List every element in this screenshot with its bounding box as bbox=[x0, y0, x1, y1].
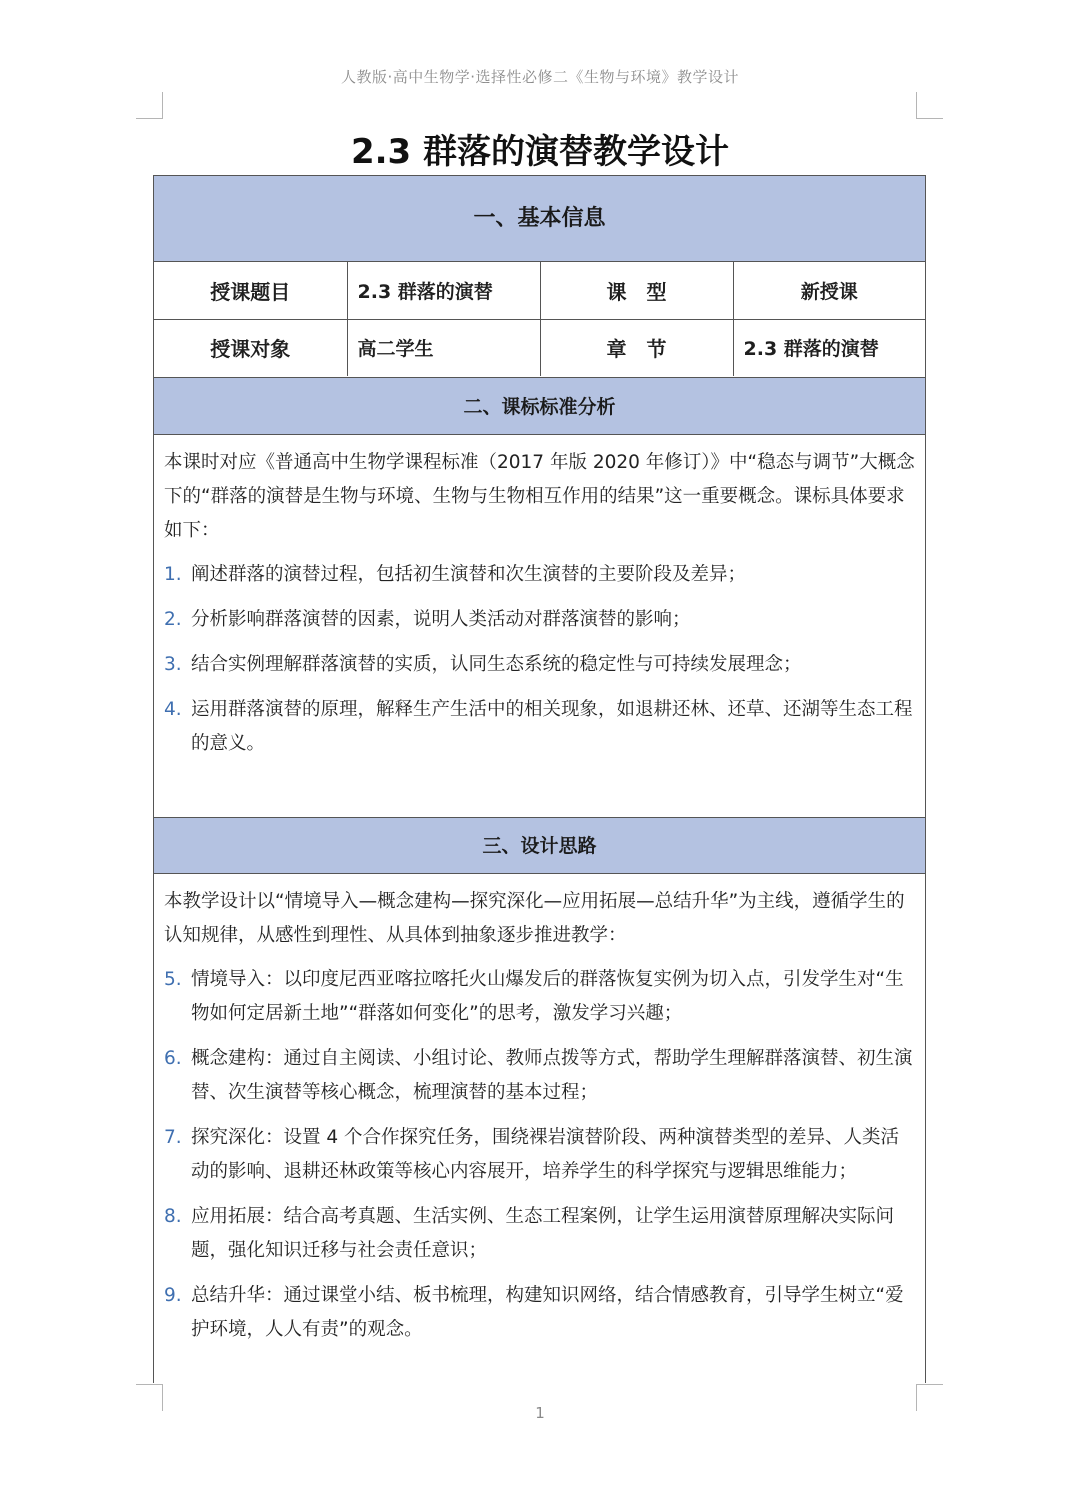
value-audience: 高二学生 bbox=[347, 319, 540, 376]
section-heading-basic-info: 一、基本信息 bbox=[154, 176, 925, 262]
list-number: 9. bbox=[164, 1285, 182, 1306]
list-item bbox=[164, 603, 916, 637]
design-intro: 本教学设计以“情境导入—概念建构—探究深化—应用拓展—总结升华”为主线，遵循学生的认知规律，从感性到理性、从具体到抽象逐步推进教学： bbox=[164, 891, 905, 946]
list-text: 情境导入：以印度尼西亚喀拉喀托火山爆发后的群落恢复实例为切入点，引发学生对“生物如何定居新土地”“群落如何变化”的思考，激发学习兴趣； bbox=[191, 969, 904, 1024]
table-row bbox=[154, 319, 925, 376]
list-item bbox=[164, 648, 916, 682]
label-chapter: 章 节 bbox=[540, 319, 733, 376]
list-number: 1. bbox=[164, 564, 182, 585]
list-item bbox=[164, 1121, 916, 1189]
list-text: 阐述群落的演替过程，包括初生演替和次生演替的主要阶段及差异； bbox=[191, 564, 747, 585]
value-chapter: 2.3 群落的演替 bbox=[743, 338, 879, 361]
list-number: 4. bbox=[164, 699, 182, 720]
value-lesson-type: 新授课 bbox=[733, 262, 925, 319]
page-number: 1 bbox=[535, 1404, 545, 1422]
list-item bbox=[164, 1200, 916, 1268]
list-text: 应用拓展：结合高考真题、生活实例、生态工程案例，让学生运用演替原理解决实际问题，强化知识迁移与社会责任意识； bbox=[191, 1206, 895, 1261]
list-number: 6. bbox=[164, 1048, 182, 1069]
list-item bbox=[164, 558, 916, 592]
crop-mark-top-right bbox=[916, 92, 943, 119]
list-item bbox=[164, 963, 916, 1031]
list-text: 结合实例理解群落演替的实质，认同生态系统的稳定性与可持续发展理念； bbox=[191, 654, 802, 675]
list-text: 概念建构：通过自主阅读、小组讨论、教师点拨等方式，帮助学生理解群落演替、初生演替、次生演替等核心概念，梳理演替的基本过程； bbox=[191, 1048, 913, 1103]
basic-info-table bbox=[154, 262, 925, 376]
lesson-plan-table bbox=[153, 175, 926, 1383]
design-steps-list bbox=[164, 963, 916, 1347]
list-item bbox=[164, 1042, 916, 1110]
document-title: 2.3 群落的演替教学设计 bbox=[350, 132, 730, 172]
list-text: 分析影响群落演替的因素，说明人类活动对群落演替的影响； bbox=[191, 609, 691, 630]
table-row bbox=[154, 262, 925, 319]
list-number: 8. bbox=[164, 1206, 182, 1227]
label-lesson-type: 课 型 bbox=[540, 262, 733, 319]
label-topic: 授课题目 bbox=[154, 262, 347, 319]
label-audience: 授课对象 bbox=[154, 319, 347, 376]
list-item bbox=[164, 1279, 916, 1347]
design-ideas-body bbox=[164, 885, 916, 1358]
list-number: 2. bbox=[164, 609, 182, 630]
running-header: 人教版·高中生物学·选择性必修二《生物与环境》教学设计 bbox=[340, 68, 740, 86]
list-text: 探究深化：设置 4 个合作探究任务，围绕裸岩演替阶段、两种演替类型的差异、人类活动的影响、退耕还林政策等核心内容展开，培养学生的科学探究与逻辑思维能力； bbox=[191, 1127, 900, 1182]
value-topic: 2.3 群落的演替 bbox=[347, 262, 540, 319]
crop-mark-top-left bbox=[136, 92, 163, 119]
section-heading-curriculum-analysis: 二、课标标准分析 bbox=[154, 377, 925, 435]
section-heading-design-ideas: 三、设计思路 bbox=[154, 817, 925, 874]
list-number: 7. bbox=[164, 1127, 182, 1148]
list-number: 3. bbox=[164, 654, 182, 675]
list-number: 5. bbox=[164, 969, 182, 990]
list-text: 总结升华：通过课堂小结、板书梳理，构建知识网络，结合情感教育，引导学生树立“爱护环境，人人有责”的观念。 bbox=[191, 1285, 904, 1340]
list-text: 运用群落演替的原理，解释生产生活中的相关现象，如退耕还林、还草、还湖等生态工程的意义。 bbox=[191, 699, 913, 754]
curriculum-intro: 本课时对应《普通高中生物学课程标准（2017 年版 2020 年修订）》中“稳态与调节”大概念下的“群落的演替是生物与环境、生物与生物相互作用的结果”这一重要概念。课标具体要求如下： bbox=[164, 452, 915, 541]
curriculum-analysis-body bbox=[164, 446, 916, 772]
list-item bbox=[164, 693, 916, 761]
curriculum-requirements-list bbox=[164, 558, 916, 761]
